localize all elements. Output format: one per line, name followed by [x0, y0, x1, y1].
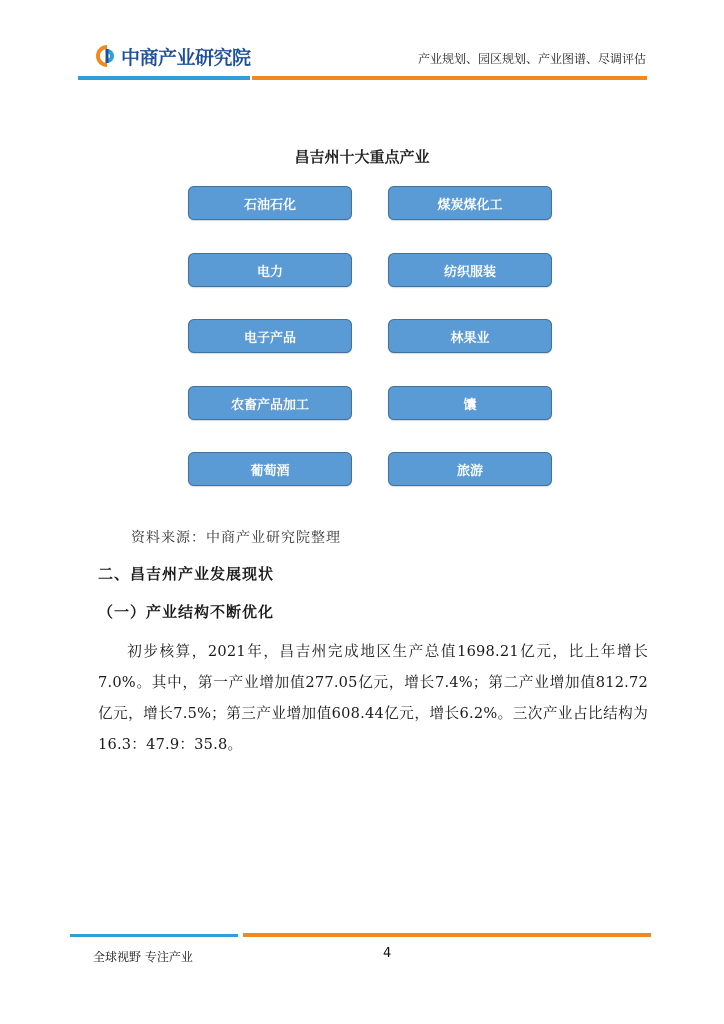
industry-box-left-3: 电子产品: [188, 319, 352, 353]
industry-box-left-1: 石油石化: [188, 186, 352, 220]
header-rule-orange: [252, 76, 647, 80]
section-heading: 二、昌吉州产业发展现状: [98, 565, 275, 583]
footer-rule-orange: [243, 933, 651, 937]
logo-mark-icon: [96, 45, 118, 67]
industry-box-left-4: 农畜产品加工: [188, 386, 352, 420]
company-logo: [96, 42, 251, 70]
subsection-heading: （一）产业结构不断优化: [98, 603, 275, 621]
industry-box-right-1: 煤炭煤化工: [388, 186, 552, 220]
industry-box-right-2: 纺织服装: [388, 253, 552, 287]
header-tagline: 产业规划、园区规划、产业图谱、尽调评估: [417, 52, 646, 66]
footer-rule-blue: [70, 934, 238, 937]
industry-box-left-5: 葡萄酒: [188, 452, 352, 486]
industry-box-right-5: 旅游: [388, 452, 552, 486]
industry-box-right-3: 林果业: [388, 319, 552, 353]
industry-box-right-4: 馕: [388, 386, 552, 420]
logo-text: 中商产业研究院: [121, 46, 251, 69]
footer-slogan: 全球视野 专注产业: [93, 950, 193, 964]
industry-box-left-2: 电力: [188, 253, 352, 287]
source-note: 资料来源：中商产业研究院整理: [131, 530, 341, 546]
page-header: [0, 0, 724, 90]
page-number: 4: [383, 946, 392, 961]
header-rule-blue: [78, 76, 250, 80]
body-paragraph: 初步核算，2021年，昌吉州完成地区生产总值1698.21亿元，比上年增长7.0%。其中，第一产业增加值277.05亿元，增长7.4%；第二产业增加值812.72亿元，增长7.5%；第三产业增加值608.44亿元，增长6.2%。三次产业占比结构为16.3：47.9：35.8。: [98, 643, 648, 753]
diagram-title: 昌吉州十大重点产业: [294, 148, 430, 166]
